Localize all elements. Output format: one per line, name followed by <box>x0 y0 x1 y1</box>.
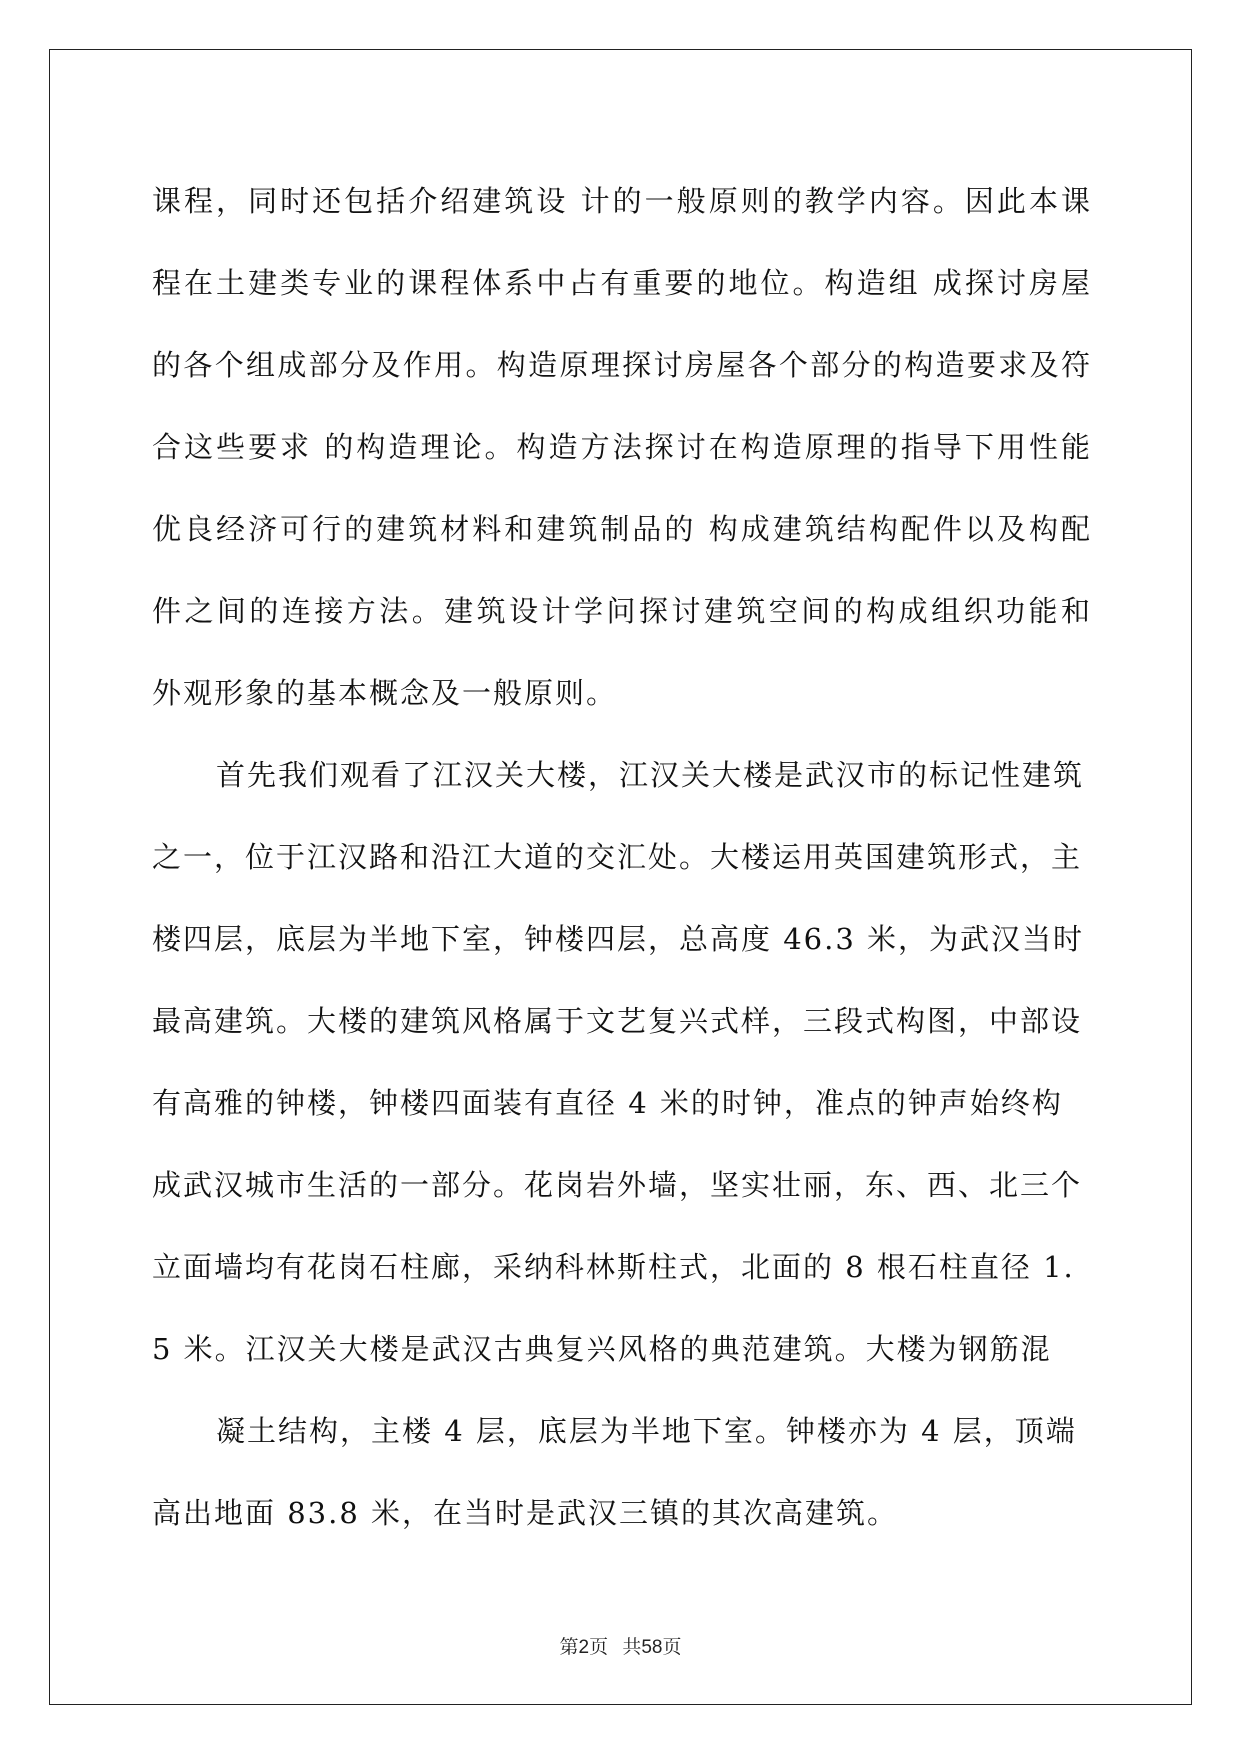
paragraph-2: 首先我们观看了江汉关大楼，江汉关大楼是武汉市的标记性建筑之一，位于江汉路和沿江大道的交汇处。大楼运用英国建筑形式，主楼四层，底层为半地下室，钟楼四层，总高度 46.3 米，为武汉当时最高建筑。大楼的建筑风格属于文艺复兴式样，三段式构图，中部设有高雅的钟楼，钟楼四面装有直径 4 米的时钟，准点的钟声始终构成武汉城市生活的一部分。花岗岩外墙，坚实壮丽，东、西、北三个立面墙均有花岗石柱廊，采纳科林斯柱式，北面的 8 根石柱直径 1.5 米。江汉关大楼是武汉古典复兴风格的典范建筑。大楼为钢筋混 <box>152 758 1085 1366</box>
total-prefix: 共 <box>622 1637 642 1658</box>
page-number: 2 <box>578 1637 590 1658</box>
total-suffix: 页 <box>662 1637 682 1658</box>
paragraph-3: 凝土结构，主楼 4 层，底层为半地下室。钟楼亦为 4 层，顶端高出地面 83.8 米，在当时是武汉三镇的其次高建筑。 <box>152 1414 1077 1530</box>
page-suffix: 页 <box>589 1637 609 1658</box>
total-pages: 58 <box>641 1637 663 1658</box>
paragraph-1: 课程，同时还包括介绍建筑设 计的一般原则的教学内容。因此本课程在土建类专业的课程体系中占有重要的地位。构造组 成探讨房屋的各个组成部分及作用。构造原理探讨房屋各个部分的构造要求及符合这些要求 的构造理论。构造方法探讨在构造原理的指导下用性能优良经济可行的建筑材料和建筑制品的 构成建筑结构配件以及构配件之间的连接方法。建筑设计学问探讨建筑空间的构成组织功能和 外观形象的基本概念及一般原则。 <box>152 184 1092 710</box>
page-footer <box>0 1632 1241 1659</box>
page-prefix: 第 <box>559 1637 579 1658</box>
document-body <box>152 160 1092 1554</box>
